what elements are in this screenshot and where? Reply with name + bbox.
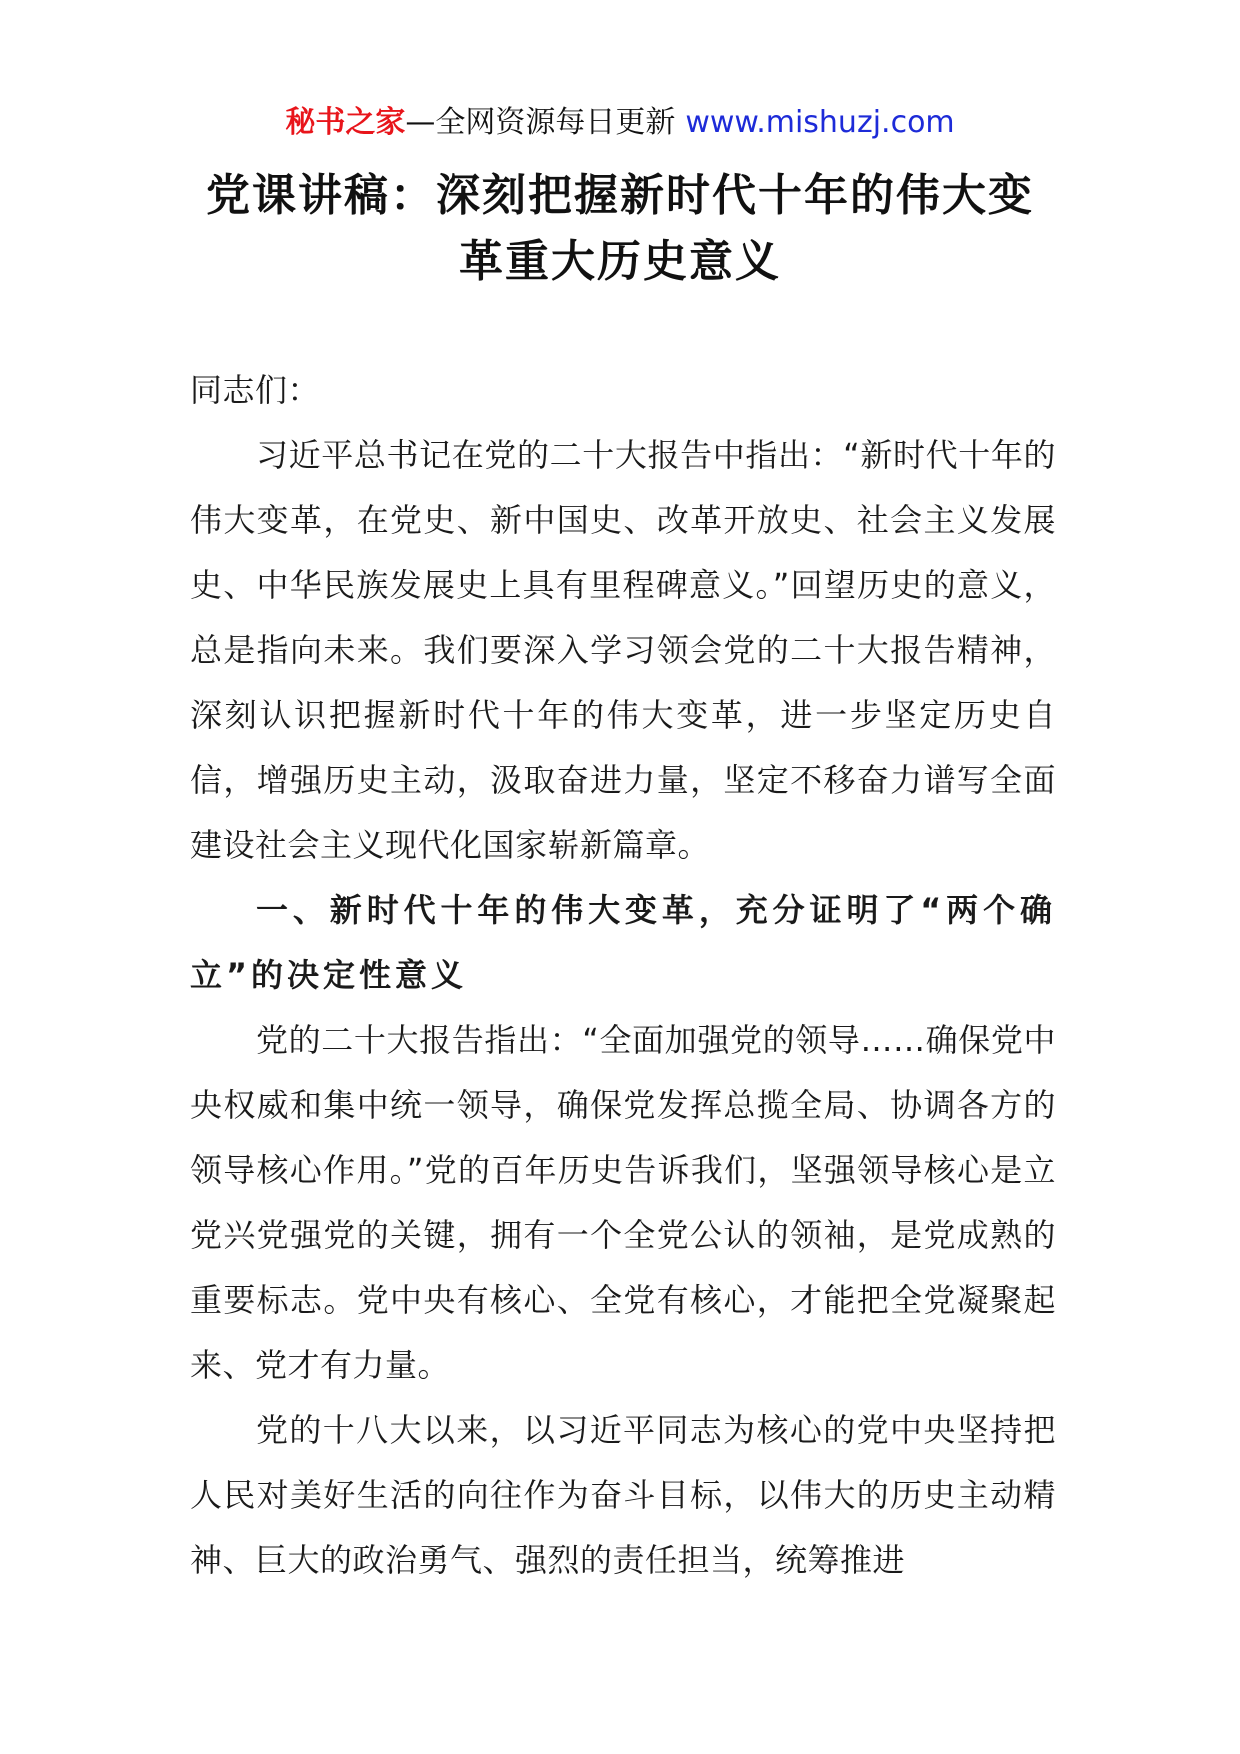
body-paragraph: 习近平总书记在党的二十大报告中指出：“新时代十年的伟大变革，在党史、新中国史、改革开放史、社会主义发展史、中华民族发展史上具有里程碑意义。”回望历史的意义，总是指向未来。我们要深入学习领会党的二十大报告精神，深刻认识把握新时代十年的伟大变革，进一步坚定历史自信，增强历史主动，汲取奋进力量，坚定不移奋力谱写全面建设社会主义现代化国家崭新篇章。 xyxy=(190,436,1056,864)
document-title: 党课讲稿：深刻把握新时代十年的伟大变革重大历史意义 xyxy=(206,170,1034,287)
site-url-link[interactable]: www.mishuzj.com xyxy=(685,105,955,140)
site-header xyxy=(0,100,1240,146)
document-body xyxy=(190,358,1056,1593)
salutation: 同志们： xyxy=(190,371,321,409)
body-paragraph: 党的十八大以来，以习近平同志为核心的党中央坚持把人民对美好生活的向往作为奋斗目标，以伟大的历史主动精神、巨大的政治勇气、强烈的责任担当，统筹推进 xyxy=(190,1411,1056,1579)
body-paragraph: 党的二十大报告指出：“全面加强党的领导……确保党中央权威和集中统一领导，确保党发挥总揽全局、协调各方的领导核心作用。”党的百年历史告诉我们，坚强领导核心是立党兴党强党的关键，拥有一个全党公认的领袖，是党成熟的重要标志。党中央有核心、全党有核心，才能把全党凝聚起来、党才有力量。 xyxy=(190,1021,1056,1384)
section-heading: 一、新时代十年的伟大变革，充分证明了“两个确立”的决定性意义 xyxy=(190,891,1056,994)
site-brand: 秘书之家 xyxy=(285,105,406,140)
site-tagline: —全网资源每日更新 xyxy=(405,105,676,140)
